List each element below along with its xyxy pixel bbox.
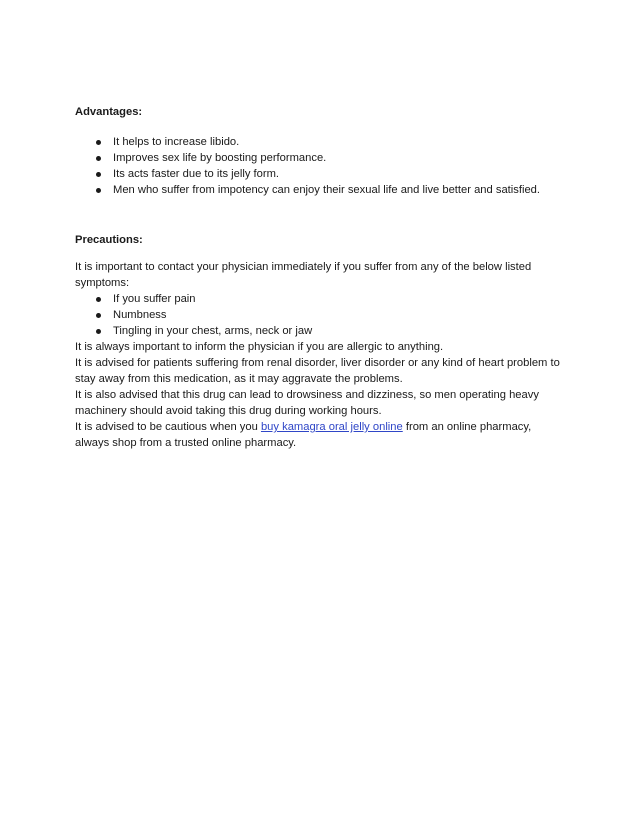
renal-liver-paragraph: It is advised for patients suffering from renal disorder, liver disorder or any kind of heart problem to stay away from this medication, as it may aggravate the problems.: [75, 357, 560, 385]
list-item-text: Numbness: [113, 309, 167, 321]
bullet-icon: [96, 313, 101, 318]
precautions-heading: Precautions:: [75, 234, 143, 246]
buy-kamagra-link[interactable]: buy kamagra oral jelly online: [260, 421, 403, 433]
list-item: [96, 307, 565, 323]
list-item: [96, 150, 565, 166]
allergy-paragraph: It is always important to inform the physician if you are allergic to anything.: [75, 341, 444, 353]
bullet-icon: [96, 329, 101, 334]
list-item-text: Its acts faster due to its jelly form.: [113, 168, 280, 180]
bullet-icon: [96, 297, 101, 302]
caution-text-before: It is advised to be cautious when you: [75, 421, 261, 433]
list-item: [96, 323, 565, 339]
document-body: [75, 104, 565, 451]
precautions-intro: It is important to contact your physician immediately if you suffer from any of the below listed symptoms:: [75, 261, 532, 289]
list-item-text: It helps to increase libido.: [113, 136, 240, 148]
drowsiness-paragraph: It is also advised that this drug can lead to drowsiness and dizziness, so men operating heavy machinery should avoid taking this drug during working hours.: [75, 389, 539, 417]
list-item-text: Tingling in your chest, arms, neck or jaw: [113, 325, 313, 337]
bullet-icon: [96, 188, 101, 193]
advantages-heading: Advantages:: [75, 106, 143, 118]
list-item: [96, 182, 565, 198]
list-item-text: If you suffer pain: [113, 293, 196, 305]
symptoms-list: [75, 291, 565, 339]
list-item: [96, 291, 565, 307]
list-item: [96, 166, 565, 182]
list-item-text: Improves sex life by boosting performance.: [113, 152, 327, 164]
caution-text-after: from an online pharmacy, always shop from a trusted online pharmacy.: [75, 421, 532, 449]
bullet-icon: [96, 172, 101, 177]
bullet-icon: [96, 156, 101, 161]
advantages-list: [75, 134, 565, 198]
list-item-text: Men who suffer from impotency can enjoy their sexual life and live better and satisfied.: [113, 184, 541, 196]
caution-paragraph: [75, 419, 565, 451]
bullet-icon: [96, 140, 101, 145]
list-item: [96, 134, 565, 150]
